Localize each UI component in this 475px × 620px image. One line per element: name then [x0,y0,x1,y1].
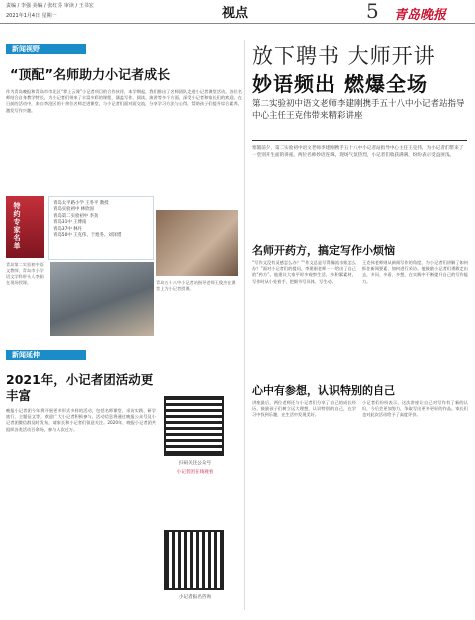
teacher-item: 青岛37中 林丹 [53,226,82,232]
qr-code-1[interactable] [164,396,224,456]
subheading-1: 名师开药方，搞定写作小烦恼 [252,244,395,257]
issue-date: 2021年1月4日 星期一 [6,13,57,19]
teacher-item: 青岛31中 王博南 [53,220,87,226]
qr-caption-1: 扫码关注公众号 [178,461,212,466]
subheading-2: 心中有参想，认识特别的自己 [252,384,395,397]
qr-caption-3: 小记者报名咨询 [178,595,212,600]
left-headline-2: 2021年，小记者团活动更丰富 [6,372,154,403]
article-col-4: 小记者们纷纷表示，这次讲座让自己对写作有了新的认识，今后会更加努力，争取写出更多更好的作品。家长们也对此次活动给予了高度评价。 [362,400,468,418]
teacher-item: 青岛实验初中 林欣国 [53,207,94,213]
masthead [0,0,475,24]
left-body: 作为青岛晚报和青岛市市北区“掌上云课”小记者项目的合作伙伴，本学期起，我们推出了名师团队走进小记者课堂活动。各位名师结合自身教学特长，为小记者们带来了丰富多彩的课程，涵盖写作、阅读、演讲等多个方面，深受小记者和家长们的欢迎。在日前的活动中，来自李沧区的十余位名师走进课堂，与小记者们面对面交流，分享学习方法与心得，帮助孩子们提升综合素养，激发写作兴趣。 [6,89,242,113]
qr-code-2[interactable] [164,530,224,590]
teacher-photo-caption: 青岛五十八中小记者站指导老师王俊杰在课堂上为小记者授课。 [156,280,236,291]
teacher-list [48,196,154,260]
red-banner-text: 特约专家名单 [13,202,21,250]
section-label: 新闻视野 [6,44,86,54]
feature-intro: 第二实验初中语文老师李建刚携手五十八中小记者站指导中心主任王克伟带来精彩讲座 [252,99,465,121]
teacher-photo [156,210,238,276]
feature-title: 放下聘书 大师开讲 [252,44,436,68]
feature-subtitle: 妙语频出 燃爆全场 [252,72,428,96]
teacher-item: 青岛50中 王克伟、于旭冬、刘泽惜 [53,233,122,239]
left-column [6,44,242,114]
article-col-3: 讲座最后，两位老师还与小记者们分享了自己的成长经历，鼓励孩子们树立远大理想，认识特别的自己，在学习中找到乐趣，在生活中发现美好。 [252,400,356,418]
column-divider [244,40,245,610]
feature-lead: 寒假前夕，第二实验初中语文老师李建刚携手五十八中小记者站指导中心主任王克伟，为小记者们带来了一堂别开生面的讲座。两位名师妙语连珠，现场气氛热烈，小记者们收获满满，纷纷表示受益匪浅。 [252,146,464,158]
teacher-item: 青岛太平路小学 王冬平 教授 [53,201,109,206]
teacher-item: 青岛第二实验初中 李劲 [53,213,99,219]
editors-line: 责编 / 李强 美编 / 张红芬 审读 / 王书宏 [6,3,94,9]
classroom-photo-caption: 青岛第二实验初中语文教师、青岛市小学语文学科带头人李娟在现场授课。 [6,262,44,285]
left-body-2: 晚报小记者团今年将开展更多形式多样的活动，包括名师课堂、采访实践、研学旅行、主题征文等，欢迎广大小记者积极参与。活动信息将通过晚报公众号及小记者团微信群及时发布，请家长和小记者们留意关注。2020年，晚报小记者团共组织各类活动百余场，参与人次过万。 [6,408,156,432]
article-col-2: 王克伟老师则从新闻写作的角度，为小记者们讲解了如何抓住新闻要素、如何进行采访。他鼓励小记者们勇敢走出去，多问、多看、多想，在实践中不断提升自己的写作能力。 [362,260,468,284]
section-label-2: 新闻延伸 [6,350,86,360]
left-headline: “顶配”名师助力小记者成长 [10,68,171,83]
section-title: 视点 [222,6,249,21]
page-number: 5 [366,0,379,23]
classroom-photo [50,262,154,336]
qr-caption-2: 小记者团在线观看 [176,470,214,475]
title-rule [252,140,467,141]
newspaper-logo: 青岛晚报 [394,8,447,23]
red-banner [6,196,44,258]
article-col-1: “写作文没有灵感怎么办？”“作文总是写得像流水账怎么办？”面对小记者们的提问，李建刚老师一一给出了自己的“药方”。他建议大家平时多观察生活，多积累素材，写作时从小处着手，把细节写具体、写生动。 [252,260,356,284]
